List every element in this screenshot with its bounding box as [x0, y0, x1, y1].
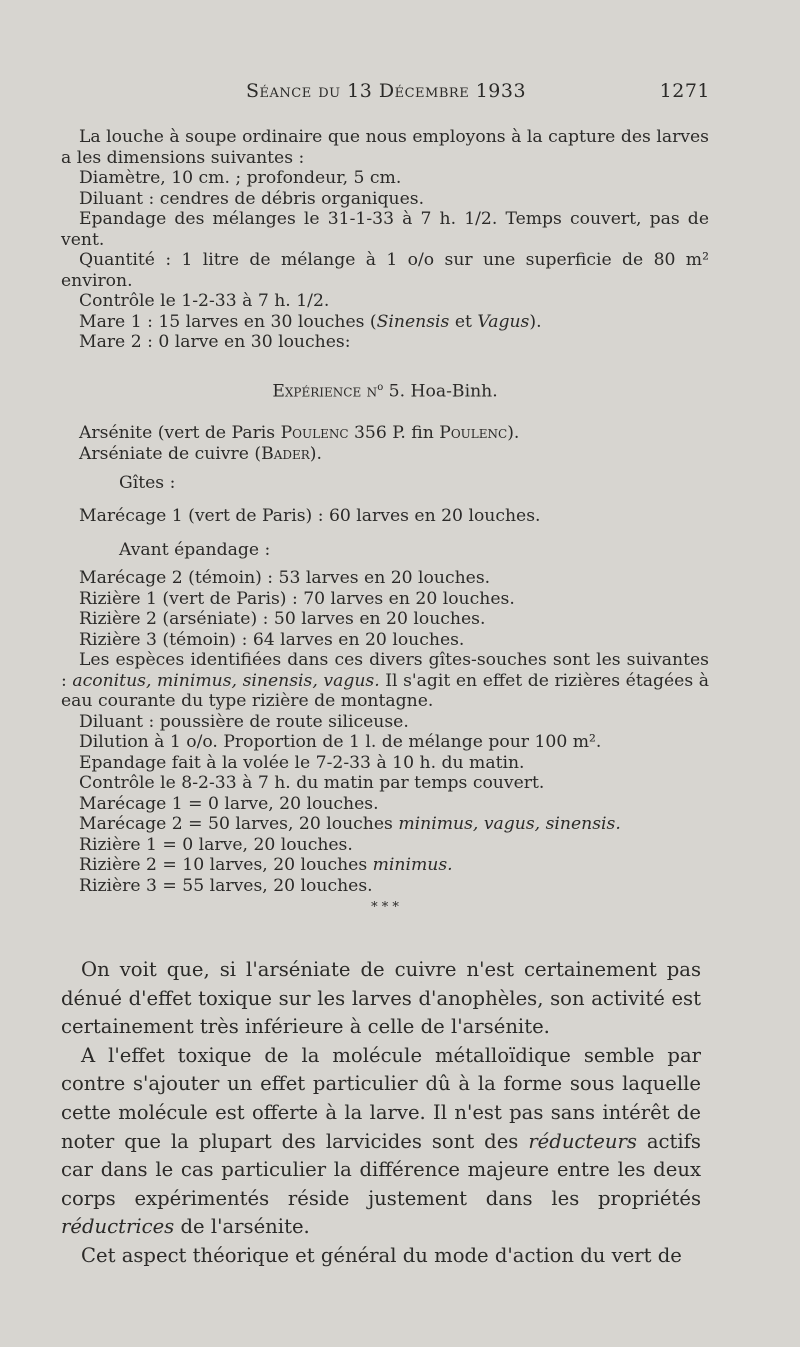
- text-line: Quantité : 1 litre de mélange à 1 o/o sur une superficie de 80 m² environ.: [61, 250, 709, 291]
- subheading: Gîtes :: [119, 473, 176, 493]
- paragraph: Cet aspect théorique et général du mode d'action du vert de: [81, 1243, 682, 1267]
- text-line: [61, 855, 709, 876]
- text-line: Marécage 1 = 0 larve, 20 louches.: [79, 793, 379, 814]
- species-name: Vagus: [477, 311, 530, 332]
- paragraph: [61, 1042, 701, 1242]
- text-line: Diamètre, 10 cm. ; profondeur, 5 cm.: [79, 168, 402, 188]
- avant-label: [61, 540, 709, 561]
- paragraph: On voit que, si l'arséniate de cuivre n'est certainement pas dénué d'effet toxique sur les larves d'anophèles, son activité est certainement très inférieure à celle de l'arsénite.: [61, 958, 701, 1039]
- text-line: Marécage 2 (témoin) : 53 larves en 20 louches.: [79, 568, 491, 588]
- experiment-data: [61, 568, 709, 896]
- text-line: Diluant : cendres de débris organiques.: [79, 188, 425, 209]
- experiment-heading: [61, 378, 709, 402]
- heading-sup: o: [377, 382, 384, 393]
- species-name: Sinensis: [376, 311, 450, 332]
- species-name: minimus, vagus, sinensis.: [398, 814, 621, 834]
- heading-text: 5. Hoa-Binh.: [383, 381, 498, 402]
- text-line: Contrôle le 1-2-33 à 7 h. 1/2.: [79, 291, 330, 311]
- text-line: Dilution à 1 o/o. Proportion de 1 l. de mélange pour 100 m².: [79, 732, 602, 752]
- text-span: de l'arsénite.: [174, 1215, 310, 1239]
- paragraph-louche: [61, 127, 709, 353]
- text-span: ).: [507, 423, 520, 443]
- asterism: * * *: [371, 900, 399, 915]
- text-line: Rizière 3 (témoin) : 64 larves en 20 louches.: [79, 629, 465, 650]
- species-name: minimus.: [372, 855, 453, 875]
- section-heading: [61, 378, 709, 402]
- text-line: Rizière 1 (vert de Paris) : 70 larves en 20 louches.: [79, 588, 515, 609]
- emphasis: réducteurs: [528, 1129, 637, 1153]
- page-number: 1271: [659, 80, 710, 102]
- text-span: Marécage 2 = 50 larves, 20 louches: [79, 814, 399, 834]
- text-line: Rizière 2 (arséniate) : 50 larves en 20 louches.: [79, 609, 486, 629]
- brand-name: Bader: [261, 443, 310, 464]
- species-name: aconitus, minimus, sinensis, vagus.: [72, 670, 380, 691]
- heading-text: Expérience n: [272, 381, 378, 402]
- text-span: et: [449, 311, 478, 332]
- text-line: [61, 312, 709, 333]
- text-span: ).: [529, 311, 542, 332]
- text-line: Marécage 1 (vert de Paris) : 60 larves en 20 louches.: [79, 506, 541, 526]
- text-line: Rizière 3 = 55 larves, 20 louches.: [79, 875, 373, 896]
- running-header: [0, 80, 800, 110]
- text-line: Rizière 1 = 0 larve, 20 louches.: [79, 834, 353, 855]
- text-span: Arséniate de cuivre (: [79, 443, 262, 464]
- text-span: Les espèces identifiées dans ces divers gîtes-souches sont les suivantes :: [61, 650, 709, 691]
- marecage1-line: [61, 506, 709, 527]
- text-span: 356 P. fin: [348, 423, 440, 443]
- gites-label: [61, 473, 709, 494]
- text-span: Il s'agit en effet de rizières étagées à eau courante du type rizière de montagne.: [61, 670, 709, 711]
- text-span: actifs car dans le cas particulier la différence majeure entre les deux corps expérimentés réside justement dans les propriétés: [61, 1129, 701, 1210]
- text-line: [61, 814, 709, 835]
- text-line: Contrôle le 8-2-33 à 7 h. du matin par temps couvert.: [79, 773, 545, 793]
- products-list: [61, 423, 709, 464]
- text-line: [61, 444, 709, 465]
- brand-name: Poulenc: [280, 423, 349, 443]
- header-title: Séance du 13 Décembre 1933: [246, 80, 527, 102]
- text-span: ).: [309, 443, 322, 464]
- text-line: [61, 423, 709, 444]
- text-span: Rizière 2 = 10 larves, 20 louches: [79, 855, 373, 875]
- text-span: Mare 1 : 15 larves en 30 louches (: [79, 311, 377, 332]
- emphasis: réductrices: [61, 1215, 175, 1239]
- text-line: Epandage fait à la volée le 7-2-33 à 10 h. du matin.: [79, 752, 525, 773]
- text-line: Epandage des mélanges le 31-1-33 à 7 h. 1/2. Temps couvert, pas de vent.: [61, 209, 709, 250]
- text-line: Mare 2 : 0 larve en 30 louches:: [79, 332, 351, 352]
- subheading: Avant épandage :: [119, 540, 271, 560]
- text-line: Diluant : poussière de route siliceuse.: [79, 711, 409, 732]
- text-line: La louche à soupe ordinaire que nous employons à la capture des larves a les dimensions suivantes :: [61, 127, 709, 168]
- text-line: [61, 650, 709, 712]
- conclusion: [61, 956, 701, 1271]
- section-separator: [355, 902, 415, 913]
- brand-name: Poulenc: [439, 423, 508, 443]
- text-span: A l'effet toxique de la molécule métalloïdique semble par contre s'ajouter un effet particulier dû à la forme sous laquelle cette molécule est offerte à la larve. Il n'est pas sans intérêt de noter que la plupart des larvicides sont des: [61, 1043, 701, 1153]
- text-span: Arsénite (vert de Paris: [79, 423, 281, 443]
